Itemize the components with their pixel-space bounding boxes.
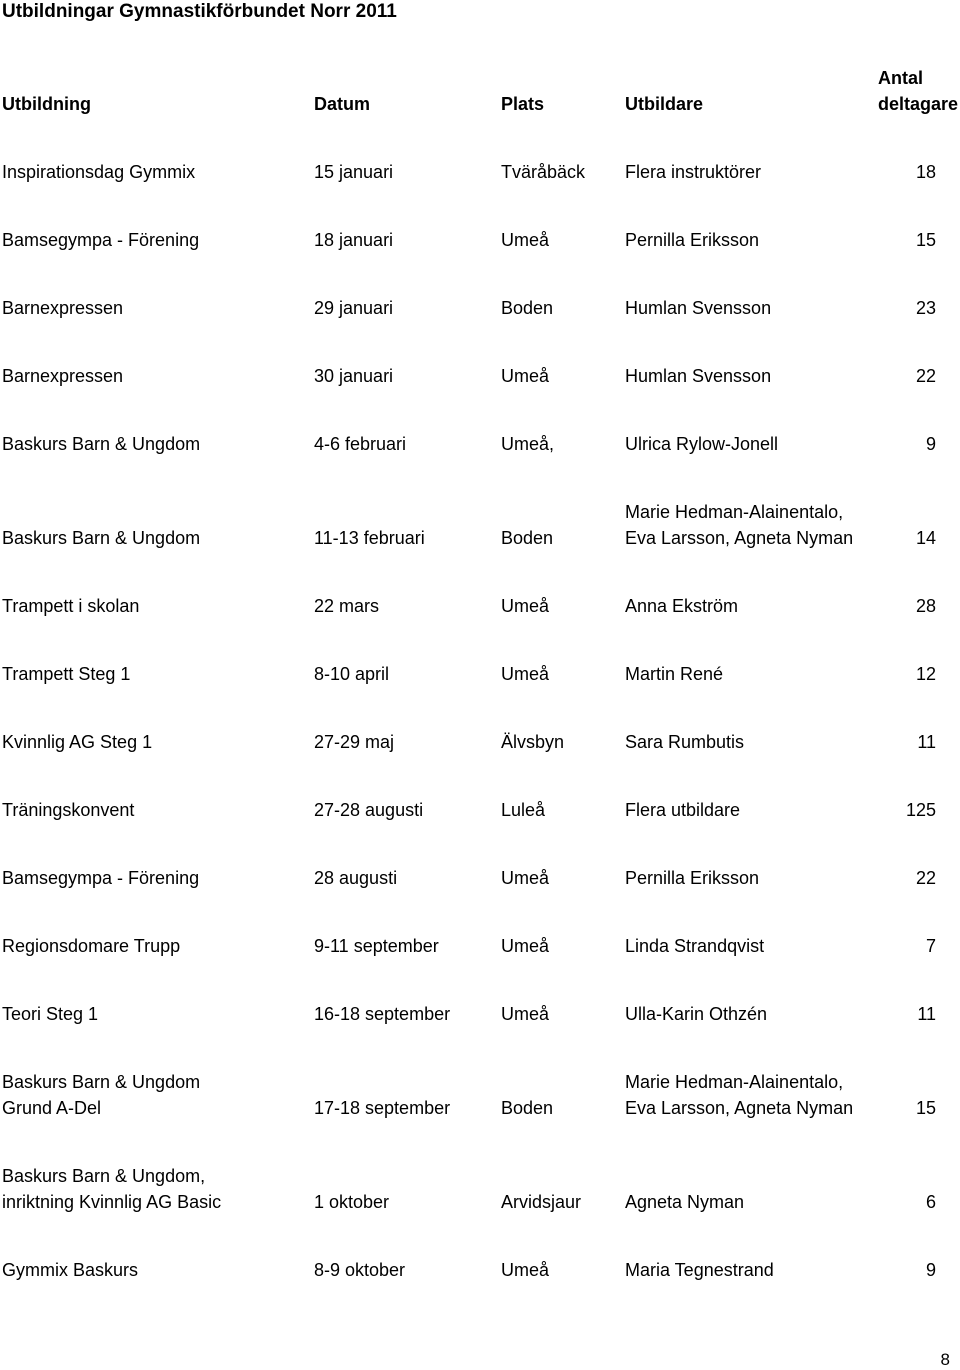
document-title: Utbildningar Gymnastikförbundet Norr 2011 (2, 1, 397, 22)
header-antal-line2: deltagare (877, 94, 958, 114)
header-utbildare: Utbildare (625, 94, 704, 114)
cell-utbildare-line: Eva Larsson, Agneta Nyman (625, 528, 854, 548)
cell-antal: 28 (915, 596, 936, 616)
cell-plats: Luleå (501, 800, 546, 820)
cell-datum: 18 januari (314, 230, 394, 250)
header-plats: Plats (501, 94, 545, 114)
cell-utbildare-line: Pernilla Eriksson (625, 230, 760, 250)
cell-antal: 11 (917, 732, 936, 752)
cell-utbildning (2, 797, 134, 823)
cell-utbildare (625, 295, 771, 321)
cell-utbildning-line: Baskurs Barn & Ungdom (2, 434, 201, 454)
cell-utbildare (625, 729, 744, 755)
cell-utbildare (625, 159, 761, 185)
cell-antal: 7 (925, 936, 936, 956)
cell-utbildare-line: Marie Hedman-Alainentalo, (625, 502, 844, 522)
cell-antal: 18 (915, 162, 936, 182)
cell-utbildning (2, 1069, 200, 1121)
cell-utbildning (2, 1001, 98, 1027)
cell-antal: 6 (925, 1192, 936, 1212)
cell-utbildning (2, 431, 200, 457)
cell-utbildare (625, 1069, 853, 1121)
cell-utbildning-line: Gymmix Baskurs (2, 1260, 139, 1280)
cell-utbildare-line: Maria Tegnestrand (625, 1260, 774, 1280)
cell-utbildare-line: Ulla-Karin Othzén (625, 1004, 768, 1024)
cell-plats: Arvidsjaur (501, 1192, 582, 1212)
cell-antal: 12 (915, 664, 936, 684)
cell-utbildare-line: Martin René (625, 664, 724, 684)
cell-plats: Umeå (501, 936, 550, 956)
cell-utbildare-line: Ulrica Rylow-Jonell (625, 434, 779, 454)
cell-plats: Umeå, (501, 434, 555, 454)
cell-plats: Umeå (501, 664, 550, 684)
cell-utbildare (625, 499, 853, 551)
cell-utbildning-line: Baskurs Barn & Ungdom (2, 1072, 201, 1092)
cell-plats: Umeå (501, 1004, 550, 1024)
cell-antal: 22 (915, 366, 936, 386)
cell-utbildning-line: Baskurs Barn & Ungdom (2, 528, 201, 548)
header-antal-deltagare (878, 65, 958, 117)
cell-utbildare (625, 363, 771, 389)
header-datum: Datum (314, 94, 371, 114)
cell-antal: 11 (917, 1004, 936, 1024)
cell-datum: 27-29 maj (314, 732, 395, 752)
cell-plats: Umeå (501, 868, 550, 888)
cell-utbildare-line: Pernilla Eriksson (625, 868, 760, 888)
cell-plats: Umeå (501, 596, 550, 616)
cell-plats: Umeå (501, 230, 550, 250)
cell-utbildning (2, 159, 195, 185)
cell-utbildare (625, 661, 723, 687)
cell-antal: 9 (925, 434, 936, 454)
cell-antal: 125 (905, 800, 936, 820)
cell-datum: 1 oktober (314, 1192, 390, 1212)
cell-datum: 28 augusti (314, 868, 398, 888)
cell-utbildare (625, 1001, 767, 1027)
cell-plats: Älvsbyn (501, 732, 565, 752)
page-number: 8 (940, 1350, 950, 1369)
cell-datum: 4-6 februari (314, 434, 407, 454)
cell-utbildning (2, 661, 130, 687)
cell-plats: Umeå (501, 366, 550, 386)
cell-utbildning-line: Regionsdomare Trupp (2, 936, 181, 956)
cell-utbildning-line: Teori Steg 1 (2, 1004, 99, 1024)
cell-datum: 30 januari (314, 366, 394, 386)
cell-utbildning (2, 363, 123, 389)
cell-datum: 22 mars (314, 596, 380, 616)
cell-utbildning-line: Grund A-Del (2, 1098, 102, 1118)
cell-utbildning (2, 729, 152, 755)
cell-antal: 23 (915, 298, 936, 318)
cell-antal: 15 (915, 230, 936, 250)
cell-utbildare (625, 797, 740, 823)
cell-antal: 15 (915, 1098, 936, 1118)
cell-utbildning-line: Trampett Steg 1 (2, 664, 131, 684)
cell-utbildare (625, 865, 759, 891)
cell-datum: 29 januari (314, 298, 394, 318)
cell-antal: 14 (915, 528, 936, 548)
cell-plats: Boden (501, 528, 554, 548)
cell-utbildning-line: Baskurs Barn & Ungdom, (2, 1166, 206, 1186)
cell-utbildare-line: Anna Ekström (625, 596, 739, 616)
cell-utbildning-line: Träningskonvent (2, 800, 135, 820)
cell-datum: 8-10 april (314, 664, 390, 684)
cell-utbildare (625, 1257, 774, 1283)
cell-utbildning (2, 1163, 221, 1215)
cell-utbildare-line: Eva Larsson, Agneta Nyman (625, 1098, 854, 1118)
cell-datum: 27-28 augusti (314, 800, 424, 820)
cell-utbildare (625, 933, 764, 959)
cell-utbildare-line: Flera utbildare (625, 800, 741, 820)
cell-utbildare-line: Marie Hedman-Alainentalo, (625, 1072, 844, 1092)
cell-antal: 22 (915, 868, 936, 888)
cell-utbildare-line: Sara Rumbutis (625, 732, 745, 752)
cell-utbildare-line: Flera instruktörer (625, 162, 762, 182)
cell-utbildning (2, 865, 199, 891)
cell-utbildare (625, 593, 738, 619)
cell-datum: 8-9 oktober (314, 1260, 406, 1280)
cell-utbildning-line: Trampett i skolan (2, 596, 140, 616)
header-antal-line1: Antal (877, 68, 923, 88)
cell-utbildning-line: Kvinnlig AG Steg 1 (2, 732, 153, 752)
cell-utbildare (625, 1189, 744, 1215)
cell-utbildare-line: Linda Strandqvist (625, 936, 765, 956)
cell-datum: 16-18 september (314, 1004, 451, 1024)
cell-antal: 9 (925, 1260, 936, 1280)
cell-utbildare-line: Humlan Svensson (625, 366, 772, 386)
cell-utbildare-line: Agneta Nyman (625, 1192, 745, 1212)
cell-datum: 11-13 februari (314, 528, 425, 548)
cell-plats: Tväråbäck (501, 162, 586, 182)
cell-utbildning (2, 933, 180, 959)
cell-utbildning (2, 295, 123, 321)
cell-utbildning (2, 1257, 138, 1283)
cell-utbildare (625, 227, 759, 253)
cell-utbildare-line: Humlan Svensson (625, 298, 772, 318)
cell-plats: Umeå (501, 1260, 550, 1280)
cell-utbildning-line: Inspirationsdag Gymmix (2, 162, 196, 182)
cell-utbildning (2, 593, 139, 619)
cell-utbildning-line: Barnexpressen (2, 366, 124, 386)
cell-datum: 9-11 september (314, 936, 439, 956)
cell-utbildning-line: Bamsegympa - Förening (2, 230, 200, 250)
cell-datum: 17-18 september (314, 1098, 451, 1118)
header-utbildning: Utbildning (2, 94, 91, 114)
cell-utbildning (2, 525, 200, 551)
cell-utbildare (625, 431, 778, 457)
cell-utbildning (2, 227, 199, 253)
cell-plats: Boden (501, 1098, 554, 1118)
cell-plats: Boden (501, 298, 554, 318)
cell-utbildning-line: Bamsegympa - Förening (2, 868, 200, 888)
cell-utbildning-line: inriktning Kvinnlig AG Basic (2, 1192, 222, 1212)
cell-datum: 15 januari (314, 162, 394, 182)
cell-utbildning-line: Barnexpressen (2, 298, 124, 318)
